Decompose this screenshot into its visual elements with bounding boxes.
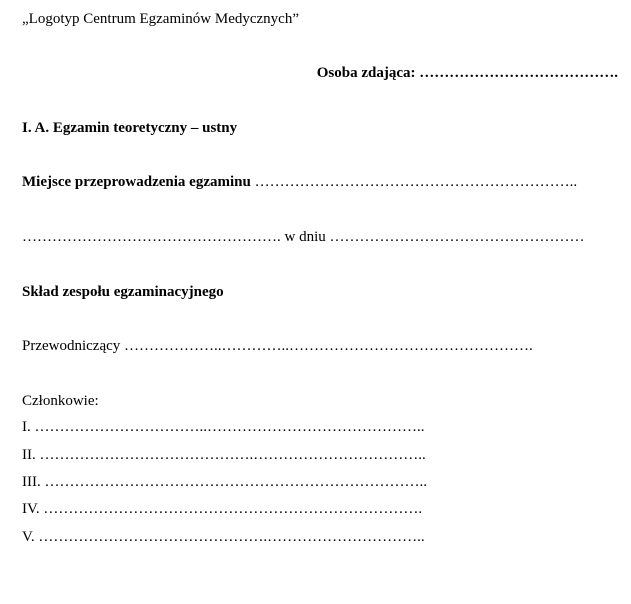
member-value: …………………………………………………………………. (43, 501, 423, 517)
members-label: Członkowie: (22, 393, 99, 409)
location-value: ……………………………………………………….. (254, 174, 578, 190)
date-line-left: ……………………………………………. (22, 229, 281, 245)
member-line (22, 528, 425, 546)
member-value: …………………………………….…………………………….. (39, 447, 426, 463)
chair-line (22, 337, 533, 355)
member-value: ………………………………………………………………….. (44, 474, 427, 490)
date-line-right: …………………………………………… (329, 229, 585, 245)
member-line (22, 500, 422, 518)
section-title: I. A. Egzamin teoretyczny – ustny (22, 120, 238, 136)
candidate-label: Osoba zdająca: (316, 65, 416, 81)
logo-placeholder: „Logotyp Centrum Egzaminów Medycznych” (22, 11, 300, 27)
location-line (22, 173, 577, 191)
date-line (22, 228, 585, 246)
member-number: V. (22, 529, 35, 545)
committee-title: Skład zespołu egzaminacyjnego (22, 284, 224, 300)
candidate-line (317, 64, 618, 82)
member-value: ……………………………………….………………………….. (38, 529, 425, 545)
member-number: I. (22, 419, 31, 435)
member-number: II. (22, 447, 36, 463)
member-number: III. (22, 474, 41, 490)
chair-label: Przewodniczący (22, 338, 121, 354)
member-number: IV. (22, 501, 40, 517)
location-label: Miejsce przeprowadzenia egzaminu (22, 174, 251, 190)
candidate-value: …………………………………. (419, 65, 618, 81)
chair-value: ………………..…………..…………………………………………. (124, 338, 533, 354)
member-line (22, 418, 425, 436)
member-line (22, 473, 427, 491)
member-value: ……………………………..…………………………………….. (34, 419, 425, 435)
date-line-middle: w dniu (284, 229, 326, 245)
member-line (22, 446, 426, 464)
